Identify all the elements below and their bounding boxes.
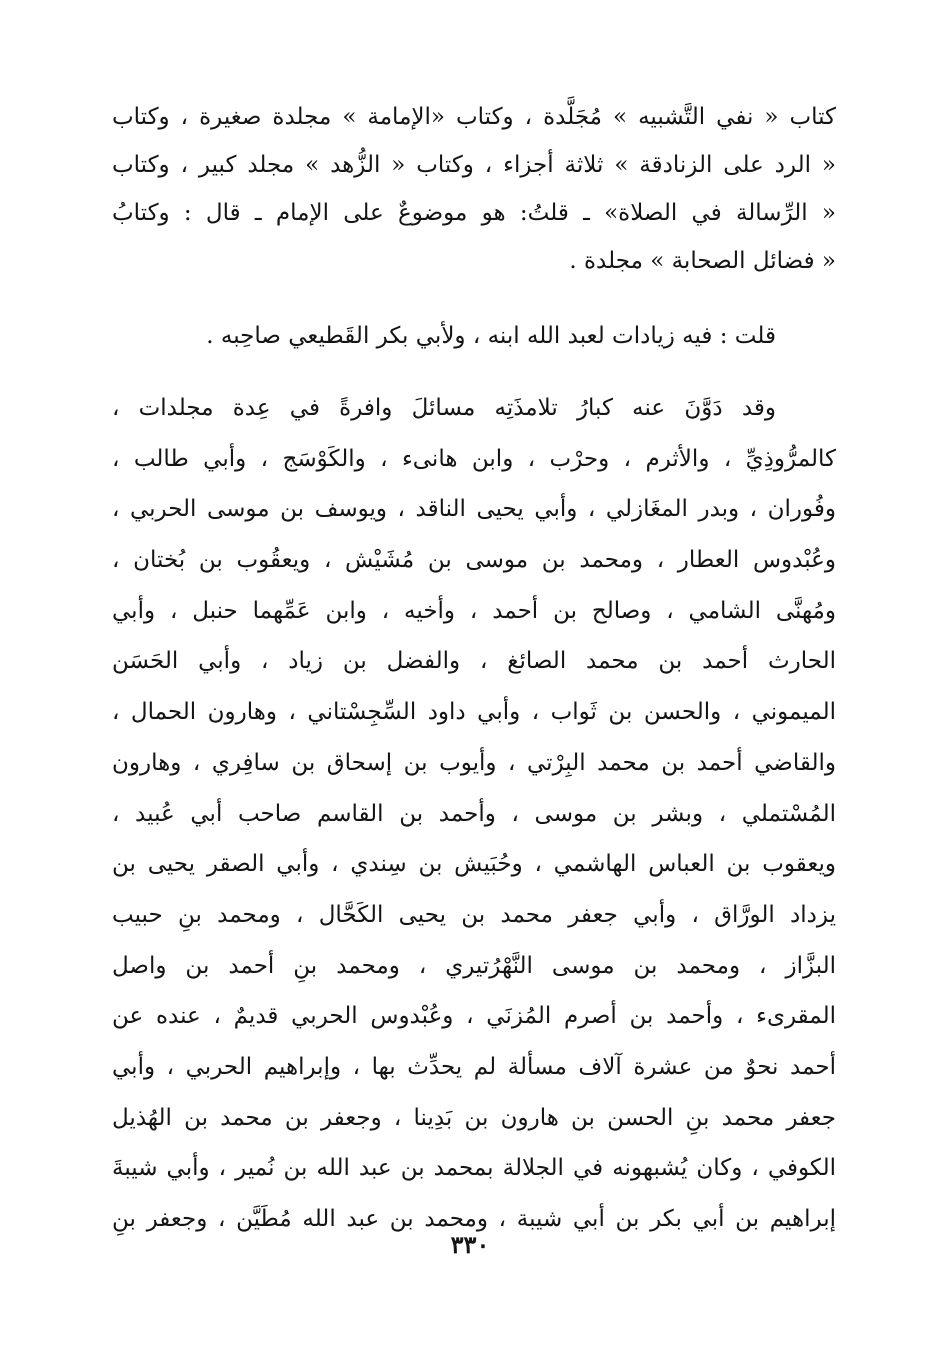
text-line: المقرىء ، وأحمد بن أصرم المُزنَي ، وعُبْدوس الحربي قديمٌ ، عنده عن xyxy=(112,1003,836,1030)
text-line: وقد دَوَّنَ عنه كبارُ تلامذَتِه مسائلَ وافرةً في عِدة مجلدات ، xyxy=(112,395,776,421)
text-line: يزداد الورَّاق ، وأبي جعفر محمد بن يحيى الكَحَّال ، ومحمد بنِ حبيب xyxy=(112,901,836,928)
text-line: ويعقوب بن العباس الهاشمي ، وحُبَيش بن سِندي ، وأبي الصقر يحيى بن xyxy=(112,851,836,878)
text-line: « الرِّسالة في الصلاة» ـ قلتُ: هو موضوعٌ على الإمام ـ قال : وكتابُ xyxy=(112,200,836,226)
text-line: البزَّاز ، ومحمد بن موسى النَّهْرُتيري ، ومحمد بنِ أحمد بن واصل xyxy=(112,952,836,979)
text-line: وفُوران ، وبدر المغَازلي ، وأبي يحيى الناقد ، ويوسف بن موسى الحربي ، xyxy=(112,496,836,523)
text-line: وعُبْدوس العطار ، ومحمد بن موسى بن مُشَيْش ، ويعقُوب بن بُختان ، xyxy=(112,547,836,574)
text-line: « الرد على الزنادقة » ثلاثة أجزاء ، وكتاب « الزُّهد » مجلد كبير ، وكتاب xyxy=(112,152,836,178)
text-line: كالمرُّوذِيِّ ، والأثرم ، وحرْب ، وابن هانىء ، والكَوْسَج ، وأبي طالب ، xyxy=(112,445,836,472)
text-line: والقاضي أحمد بن محمد البِرْتي ، وأيوب بن إسحاق بن سافِري ، وهارون xyxy=(112,749,836,776)
paragraph-students xyxy=(112,383,836,1245)
text-line: كتاب « نفي التَّشبيه » مُجَلَّدة ، وكتاب «الإمامة » مجلدة صغيرة ، وكتاب xyxy=(112,104,836,130)
text-line: المُسْتملي ، وبشر بن موسى ، وأحمد بن القاسم صاحب أبي عُبيد ، xyxy=(112,800,836,827)
page-number: ٣٣٠ xyxy=(450,1230,490,1259)
text-line: الحارث أحمد بن محمد الصائغ ، والفضل بن زياد ، وأبي الحَسَن xyxy=(112,648,836,675)
text-line: « فضائل الصحابة » مجلدة . xyxy=(569,248,836,274)
paragraph-book-list xyxy=(112,93,836,285)
text-line: أحمد نحوٌ من عشرة آلاف مسألة لم يحدِّث بها ، وإبراهيم الحربي ، وأبي xyxy=(112,1053,836,1080)
text-line: ومُهنَّى الشامي ، وصالح بن أحمد ، وأخيه ، وابن عَمِّهما حنبل ، وأبي xyxy=(112,597,836,624)
paragraph-note xyxy=(112,312,836,360)
text-line: جعفر محمد بنِ الحسن بن هارون بن بَدِينا ، وجعفر بن محمد بن الهُذيل xyxy=(112,1104,836,1131)
text-line: قلت : فيه زيادات لعبد الله ابنه ، ولأبي بكر القَطيعي صاحِبه . xyxy=(206,323,776,349)
text-line: الكوفي ، وكان يُشبهونه في الجلالة بمحمد بن عبد الله بن نُمير ، وأبي شيبةَ xyxy=(112,1155,836,1182)
text-line: إبراهيم بن أبي بكر بن أبي شيبة ، ومحمد بن عبد الله مُطَيَّن ، وجعفر بنِ xyxy=(112,1206,836,1232)
text-line: الميموني ، والحسن بن ثَواب ، وأبي داود السِّجِسْتاني ، وهارون الحمال ، xyxy=(112,699,836,726)
